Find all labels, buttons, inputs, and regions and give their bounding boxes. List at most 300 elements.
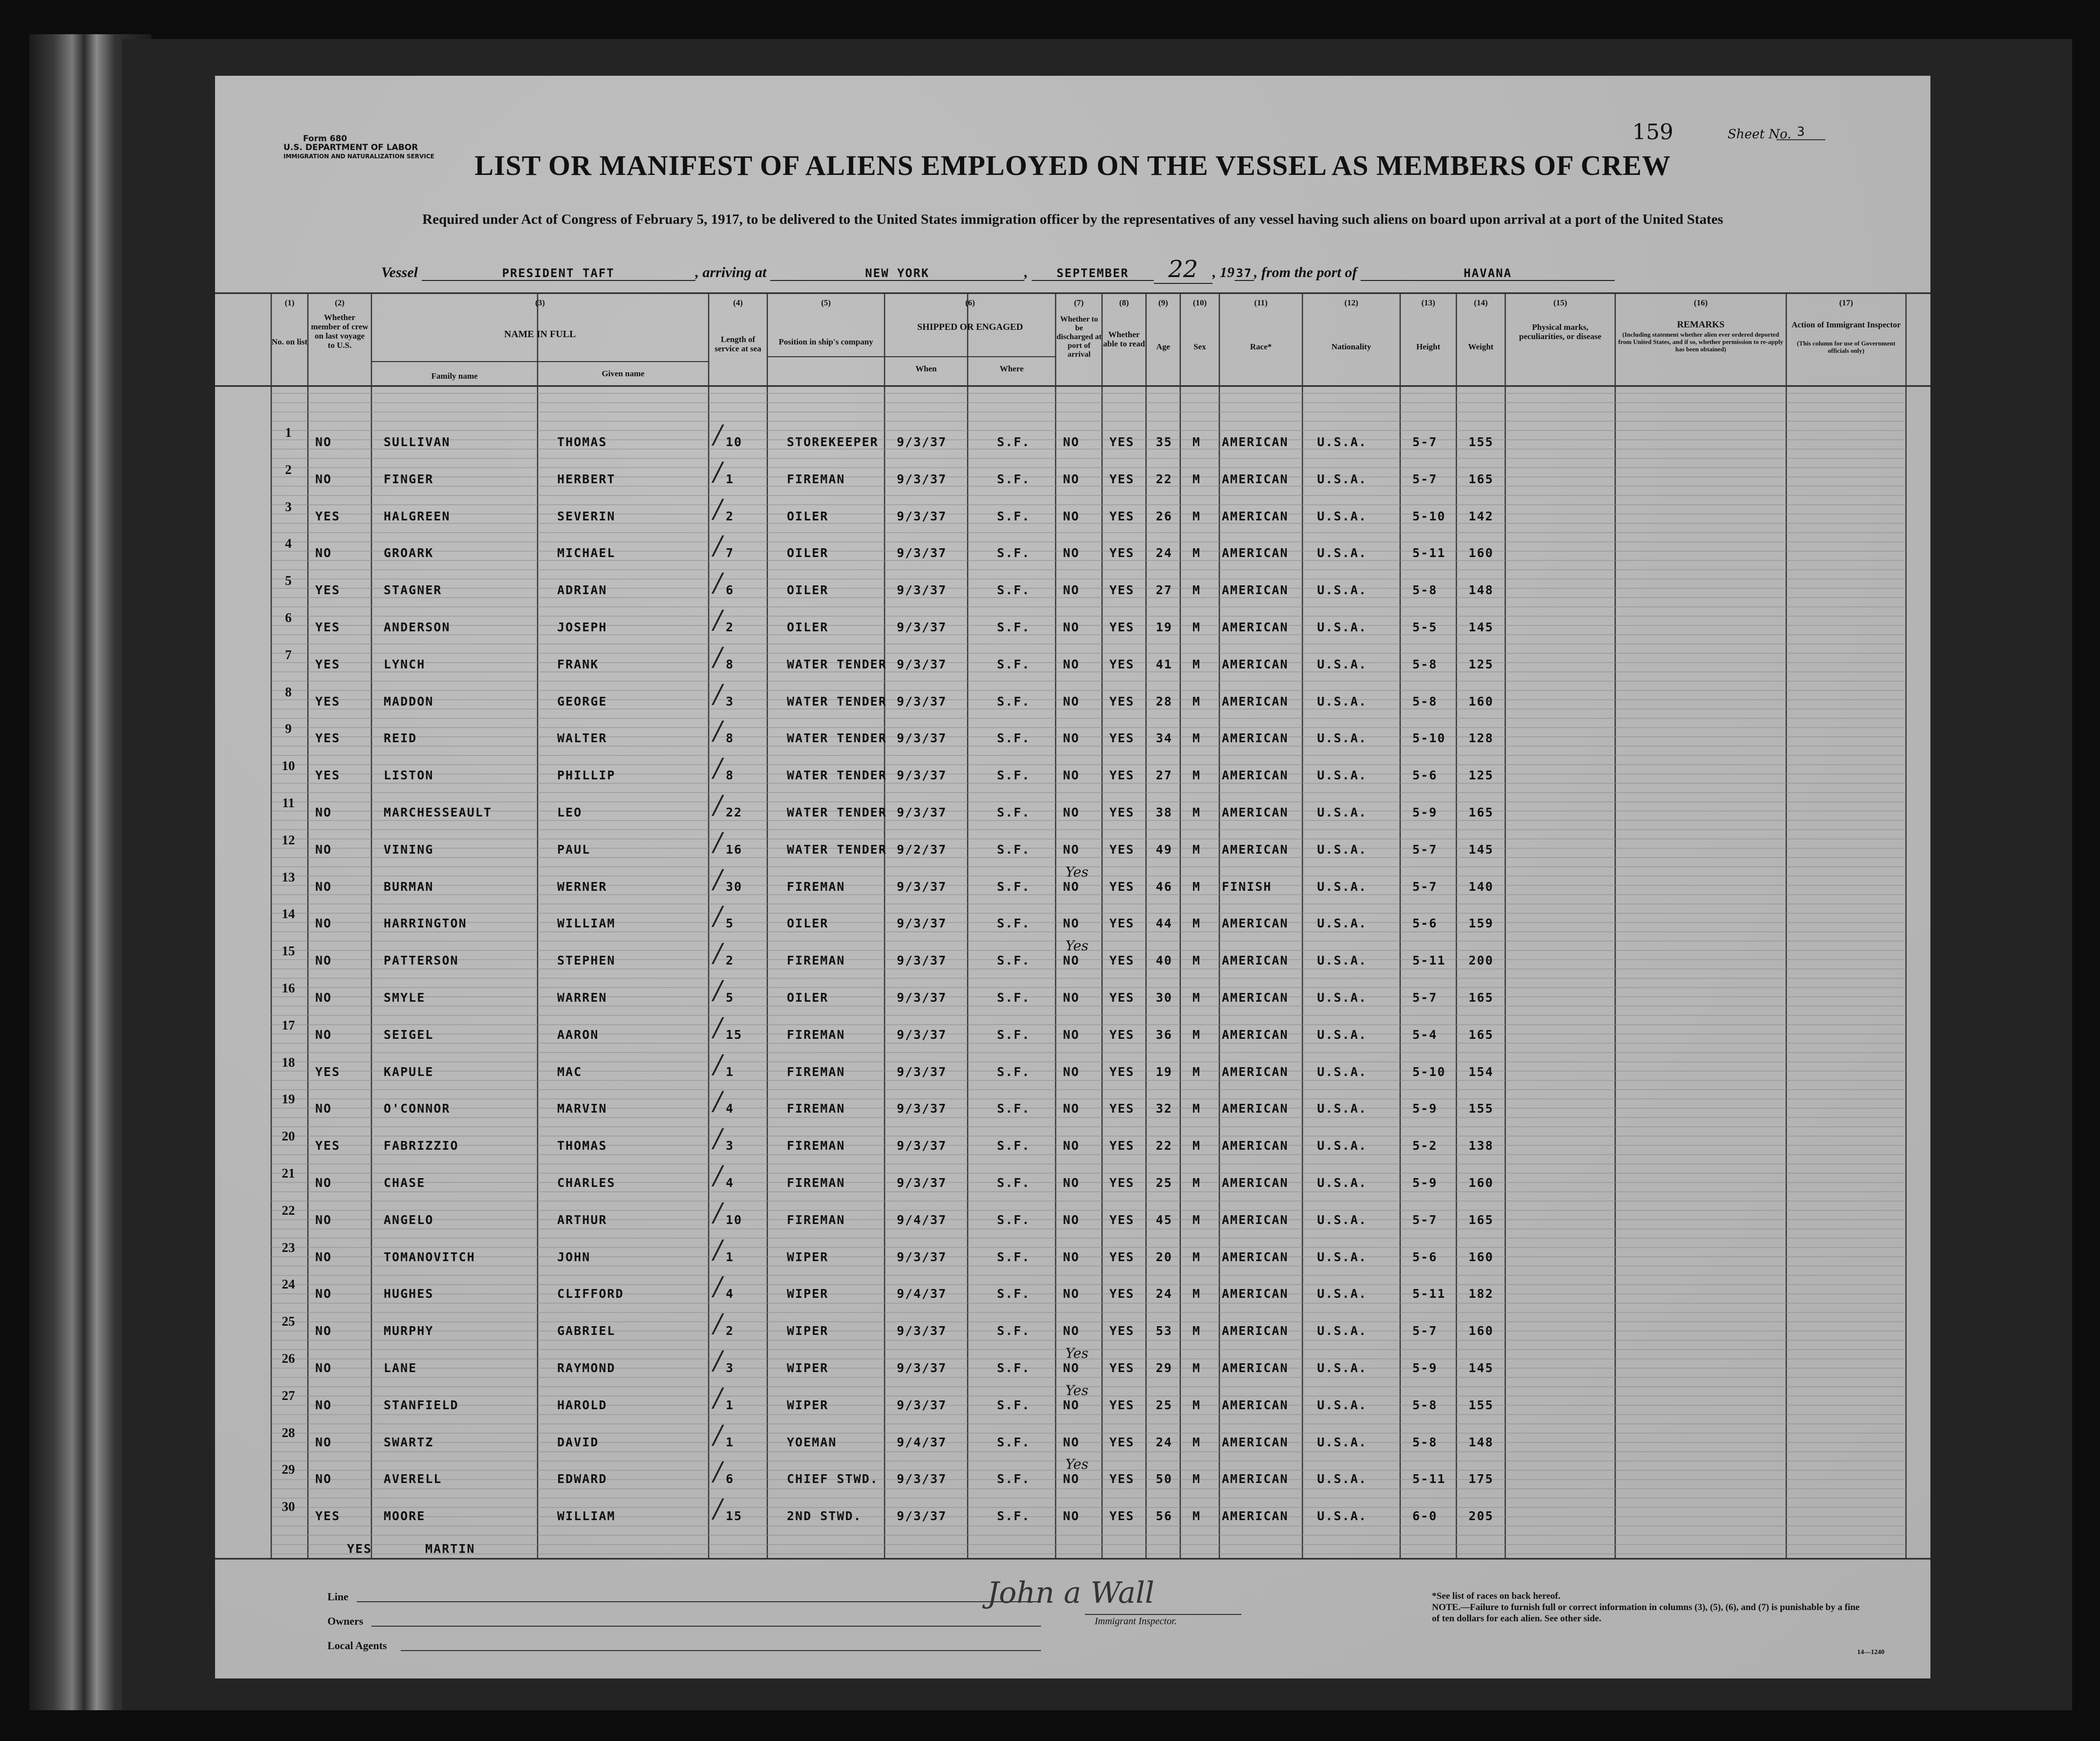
row-shipped-where: S.F. [997, 731, 1031, 746]
row-race: AMERICAN [1222, 953, 1289, 968]
row-age: 22 [1156, 1139, 1173, 1153]
row-race: AMERICAN [1222, 805, 1289, 819]
row-able-to-read: YES [1109, 620, 1135, 634]
row-sex: M [1192, 694, 1201, 709]
arrival-month: SEPTEMBER [1032, 266, 1154, 281]
row-weight: 160 [1469, 1249, 1494, 1264]
row-weight: 140 [1469, 879, 1494, 894]
row-age: 25 [1156, 1397, 1173, 1412]
row-shipped-when: 9/3/37 [897, 583, 947, 598]
row-age: 24 [1156, 1435, 1173, 1449]
row-discharge: NO [1063, 1287, 1080, 1301]
row-discharge: NO [1063, 1064, 1080, 1079]
row-height: 5-7 [1412, 990, 1438, 1005]
row-age: 19 [1156, 620, 1173, 634]
row-position: FIREMAN [787, 1101, 845, 1116]
col-14-header: Weight [1468, 342, 1494, 351]
row-height: 5-6 [1412, 768, 1438, 783]
discharge-handwritten-note: Yes [1065, 1382, 1088, 1398]
row-number: 17 [281, 1017, 295, 1032]
row-family-name: FINGER [384, 472, 434, 486]
form-number: Form 680 [303, 134, 347, 144]
row-discharge: NO [1063, 1176, 1080, 1190]
row-position: OILER [787, 546, 829, 560]
row-position: WATER TENDER [787, 768, 887, 783]
row-shipped-when: 9/3/37 [897, 768, 947, 783]
row-height: 5-11 [1412, 546, 1446, 560]
row-family-name: SMYLE [384, 990, 426, 1005]
row-age: 50 [1156, 1472, 1173, 1486]
row-age: 27 [1156, 768, 1173, 783]
row-given-name: STEPHEN [557, 953, 616, 968]
row-family-name: BURMAN [384, 879, 434, 894]
row-number: 13 [281, 869, 295, 884]
arrival-port: NEW YORK [770, 266, 1024, 281]
row-height: 5-10 [1412, 509, 1446, 523]
row-shipped-where: S.F. [997, 916, 1031, 931]
row-weight: 182 [1469, 1287, 1494, 1301]
row-age: 36 [1156, 1027, 1173, 1042]
row-family-name: LANE [384, 1361, 417, 1375]
row-position: 2ND STWD. [787, 1509, 862, 1524]
col-6b-header: Where [999, 364, 1024, 373]
row-able-to-read: YES [1109, 1435, 1135, 1449]
row-height: 5-7 [1412, 472, 1438, 486]
row-last-voyage: NO [315, 472, 332, 486]
row-height: 5-7 [1412, 879, 1438, 894]
inspector-signature: John a Wall [987, 1576, 1154, 1610]
row-last-voyage: NO [315, 435, 332, 449]
service-tick-mark: / [714, 791, 722, 820]
row-able-to-read: YES [1109, 805, 1135, 819]
row-given-name: SEVERIN [557, 509, 616, 523]
row-height: 5-11 [1412, 953, 1446, 968]
row-shipped-when: 9/3/37 [897, 1064, 947, 1079]
row-nationality: U.S.A. [1317, 1324, 1367, 1338]
row-length-of-service: 4 [726, 1287, 735, 1301]
service-tick-mark: / [714, 1457, 722, 1487]
row-number: 21 [281, 1166, 295, 1181]
row-given-name: WILLIAM [557, 916, 616, 931]
row-family-name: MADDON [384, 694, 434, 709]
row-position: WATER TENDER [787, 805, 887, 819]
row-nationality: U.S.A. [1317, 1176, 1367, 1190]
row-race: AMERICAN [1222, 583, 1289, 598]
row-length-of-service: 4 [726, 1101, 735, 1116]
row-nationality: U.S.A. [1317, 694, 1367, 709]
row-sex: M [1192, 768, 1201, 783]
row-position: FIREMAN [787, 1139, 845, 1153]
row-race: AMERICAN [1222, 1027, 1289, 1042]
row-shipped-when: 9/3/37 [897, 953, 947, 968]
row-last-voyage: NO [315, 1176, 332, 1190]
row-length-of-service: 1 [726, 472, 735, 486]
row-sex: M [1192, 472, 1201, 486]
inspector-caption: Immigrant Inspector. [1095, 1616, 1177, 1627]
row-shipped-where: S.F. [997, 768, 1031, 783]
row-last-voyage: NO [315, 546, 332, 560]
row-able-to-read: YES [1109, 842, 1135, 857]
row-given-name: THOMAS [557, 435, 607, 449]
row-discharge: NO [1063, 842, 1080, 857]
row-sex: M [1192, 1397, 1201, 1412]
row-able-to-read: YES [1109, 990, 1135, 1005]
row-shipped-when: 9/3/37 [897, 805, 947, 819]
row-position: STOREKEEPER [787, 435, 879, 449]
row-shipped-where: S.F. [997, 1287, 1031, 1301]
row-given-name: THOMAS [557, 1139, 607, 1153]
row-shipped-when: 9/3/37 [897, 509, 947, 523]
row-shipped-where: S.F. [997, 1509, 1031, 1524]
discharge-handwritten-note: Yes [1065, 938, 1088, 954]
agents-label: Local Agents [327, 1639, 387, 1652]
row-sex: M [1192, 583, 1201, 598]
row-able-to-read: YES [1109, 1139, 1135, 1153]
row-last-voyage: NO [315, 990, 332, 1005]
row-sex: M [1192, 805, 1201, 819]
row-sex: M [1192, 1027, 1201, 1042]
row-last-voyage: NO [315, 879, 332, 894]
row-race: AMERICAN [1222, 1435, 1289, 1449]
row-able-to-read: YES [1109, 1509, 1135, 1524]
row-number: 29 [281, 1462, 295, 1477]
form-code: 14—1240 [1857, 1649, 1884, 1656]
row-weight: 205 [1469, 1509, 1494, 1524]
row-family-name: O'CONNOR [384, 1101, 451, 1116]
row-nationality: U.S.A. [1317, 546, 1367, 560]
row-able-to-read: YES [1109, 1064, 1135, 1079]
row-nationality: U.S.A. [1317, 435, 1367, 449]
page-title: LIST OR MANIFEST OF ALIENS EMPLOYED ON THE VESSEL AS MEMBERS OF CREW [475, 150, 1671, 181]
row-shipped-when: 9/3/37 [897, 1472, 947, 1486]
row-sex: M [1192, 1176, 1201, 1190]
row-position: FIREMAN [787, 472, 845, 486]
row-last-voyage: NO [315, 1101, 332, 1116]
agents-field [401, 1650, 1041, 1651]
line-label: Line [327, 1591, 348, 1603]
row-length-of-service: 22 [726, 805, 743, 819]
row-able-to-read: YES [1109, 1212, 1135, 1227]
row-sex: M [1192, 509, 1201, 523]
row-shipped-where: S.F. [997, 953, 1031, 968]
row-number: 16 [281, 981, 295, 995]
row-race: AMERICAN [1222, 916, 1289, 931]
row-length-of-service: 4 [726, 1176, 735, 1190]
row-family-name: FABRIZZIO [384, 1139, 459, 1153]
row-weight: 125 [1469, 657, 1494, 671]
row-age: 32 [1156, 1101, 1173, 1116]
row-number: 15 [281, 944, 295, 959]
row-length-of-service: 16 [726, 842, 743, 857]
row-age: 22 [1156, 472, 1173, 486]
service-tick-mark: / [714, 494, 722, 524]
manifest-sheet [215, 76, 1930, 1678]
row-height: 5-6 [1412, 916, 1438, 931]
row-length-of-service: 30 [726, 879, 743, 894]
row-race: AMERICAN [1222, 842, 1289, 857]
row-last-voyage: NO [315, 1212, 332, 1227]
row-number: 24 [281, 1277, 295, 1292]
row-family-name: REID [384, 731, 417, 746]
row-shipped-when: 9/3/37 [897, 731, 947, 746]
service-tick-mark: / [714, 1198, 722, 1227]
row-height: 5-8 [1412, 694, 1438, 709]
row-length-of-service: 10 [726, 435, 743, 449]
row-family-name: MARCHESSEAULT [384, 805, 492, 819]
row-able-to-read: YES [1109, 657, 1135, 671]
row-age: 44 [1156, 916, 1173, 931]
row-last-voyage: NO [315, 953, 332, 968]
row-given-name: JOHN [557, 1249, 591, 1264]
row-length-of-service: 3 [726, 694, 735, 709]
row-sex: M [1192, 1064, 1201, 1079]
col-13-header: Height [1416, 342, 1441, 351]
col-12-header: Nationality [1331, 342, 1371, 351]
col-3-number: (3) [535, 298, 545, 307]
row-discharge: NO [1063, 768, 1080, 783]
origin-port: HAVANA [1361, 266, 1615, 281]
row-age: 19 [1156, 1064, 1173, 1079]
row-weight: 165 [1469, 1212, 1494, 1227]
row-position: FIREMAN [787, 1027, 845, 1042]
row-race: AMERICAN [1222, 1064, 1289, 1079]
row-height: 5-8 [1412, 1435, 1438, 1449]
row-height: 5-6 [1412, 1249, 1438, 1264]
row-able-to-read: YES [1109, 1324, 1135, 1338]
row-sex: M [1192, 1212, 1201, 1227]
races-note: *See list of races on back hereof. [1432, 1591, 1560, 1601]
row-weight: 160 [1469, 694, 1494, 709]
row-position: OILER [787, 620, 829, 634]
row-able-to-read: YES [1109, 1397, 1135, 1412]
row-discharge: NO [1063, 1249, 1080, 1264]
row-given-name: ADRIAN [557, 583, 607, 598]
row-nationality: U.S.A. [1317, 842, 1367, 857]
row-last-voyage: YES [315, 731, 341, 746]
row-weight: 155 [1469, 435, 1494, 449]
row-race: AMERICAN [1222, 1324, 1289, 1338]
row-shipped-when: 9/3/37 [897, 1397, 947, 1412]
row-shipped-where: S.F. [997, 1435, 1031, 1449]
col-3-header: NAME IN FULL [504, 329, 576, 340]
row-given-name: MAC [557, 1064, 583, 1079]
row-nationality: U.S.A. [1317, 1139, 1367, 1153]
row-length-of-service: 1 [726, 1249, 735, 1264]
col-16-header: REMARKS [1677, 320, 1725, 330]
row-length-of-service: 6 [726, 1472, 735, 1486]
row-nationality: U.S.A. [1317, 1027, 1367, 1042]
row-shipped-where: S.F. [997, 1249, 1031, 1264]
row-weight: 165 [1469, 990, 1494, 1005]
row-age: 53 [1156, 1324, 1173, 1338]
col-4-number: (4) [733, 298, 743, 307]
row-length-of-service: 8 [726, 657, 735, 671]
row-sex: M [1192, 1287, 1201, 1301]
row-race: AMERICAN [1222, 435, 1289, 449]
col-7-header: Whether to be discharged at port of arrival [1057, 315, 1102, 359]
row-nationality: U.S.A. [1317, 1101, 1367, 1116]
row-race: AMERICAN [1222, 768, 1289, 783]
row-shipped-where: S.F. [997, 509, 1031, 523]
row-shipped-where: S.F. [997, 1324, 1031, 1338]
row-number: 1 [285, 425, 292, 440]
col-11-number: (11) [1254, 298, 1268, 307]
row-last-voyage: NO [315, 916, 332, 931]
row-shipped-where: S.F. [997, 657, 1031, 671]
row-last-voyage: YES [315, 1139, 341, 1153]
year-prefix: , 19 [1212, 264, 1234, 280]
col-8-number: (8) [1119, 298, 1129, 307]
row-nationality: U.S.A. [1317, 731, 1367, 746]
col-7-number: (7) [1074, 298, 1084, 307]
row-position: FIREMAN [787, 1176, 845, 1190]
row-nationality: U.S.A. [1317, 1472, 1367, 1486]
row-race: AMERICAN [1222, 1397, 1289, 1412]
row-family-name: STANFIELD [384, 1397, 459, 1412]
row-given-name: WILLIAM [557, 1509, 616, 1524]
row-nationality: U.S.A. [1317, 1509, 1367, 1524]
row-last-voyage: YES [315, 694, 341, 709]
row-weight: 200 [1469, 953, 1494, 968]
service-tick-mark: / [714, 1420, 722, 1450]
service-tick-mark: / [714, 531, 722, 561]
vessel-label: Vessel [381, 264, 418, 280]
row-length-of-service: 5 [726, 916, 735, 931]
row-given-name: GEORGE [557, 694, 607, 709]
row-given-name: DAVID [557, 1435, 599, 1449]
row-last-voyage: NO [315, 1397, 332, 1412]
row-length-of-service: 7 [726, 546, 735, 560]
row-height: 5-8 [1412, 583, 1438, 598]
arrival-day: 22 [1154, 256, 1212, 284]
row-family-name: ANGELO [384, 1212, 434, 1227]
row-family-name: MURPHY [384, 1324, 434, 1338]
row-nationality: U.S.A. [1317, 1397, 1367, 1412]
col-17-number: (17) [1839, 298, 1853, 307]
row-given-name: WERNER [557, 879, 607, 894]
service-tick-mark: / [714, 679, 722, 709]
row-age: 25 [1156, 1176, 1173, 1190]
row-sex: M [1192, 435, 1201, 449]
row-discharge: NO [1063, 1509, 1080, 1524]
row-number: 14 [281, 906, 295, 922]
row-discharge: NO [1063, 546, 1080, 560]
col-12-number: (12) [1344, 298, 1359, 307]
row-family-name: HARRINGTON [384, 916, 467, 931]
row-race: AMERICAN [1222, 509, 1289, 523]
row-given-name: GABRIEL [557, 1324, 616, 1338]
row-weight: 175 [1469, 1472, 1494, 1486]
row-discharge: NO [1063, 1212, 1080, 1227]
row-race: AMERICAN [1222, 1361, 1289, 1375]
signature-line [1085, 1614, 1241, 1615]
row-shipped-when: 9/4/37 [897, 1435, 947, 1449]
row-shipped-where: S.F. [997, 472, 1031, 486]
row-shipped-when: 9/4/37 [897, 1287, 947, 1301]
service-tick-mark: / [714, 605, 722, 635]
col-15-number: (15) [1553, 298, 1567, 307]
row-last-voyage: NO [315, 1027, 332, 1042]
col-3a-header: Family name [431, 371, 478, 381]
extra-row-last-voyage: YES [347, 1542, 372, 1556]
service-tick-mark: / [714, 1050, 722, 1079]
row-able-to-read: YES [1109, 509, 1135, 523]
row-weight: 148 [1469, 583, 1494, 598]
row-weight: 155 [1469, 1101, 1494, 1116]
row-height: 5-7 [1412, 842, 1438, 857]
row-able-to-read: YES [1109, 1101, 1135, 1116]
row-family-name: KAPULE [384, 1064, 434, 1079]
row-given-name: HAROLD [557, 1397, 607, 1412]
row-weight: 145 [1469, 842, 1494, 857]
row-weight: 145 [1469, 1361, 1494, 1375]
row-position: WATER TENDER [787, 842, 887, 857]
row-shipped-when: 9/3/37 [897, 657, 947, 671]
row-last-voyage: YES [315, 1509, 341, 1524]
row-discharge: NO [1063, 1101, 1080, 1116]
row-able-to-read: YES [1109, 1249, 1135, 1264]
row-age: 20 [1156, 1249, 1173, 1264]
page-number: 159 [1632, 120, 1673, 145]
row-race: AMERICAN [1222, 1509, 1289, 1524]
row-sex: M [1192, 1472, 1201, 1486]
department: U.S. DEPARTMENT OF LABOR [283, 143, 418, 152]
row-discharge: NO [1063, 657, 1080, 671]
row-shipped-when: 9/3/37 [897, 1027, 947, 1042]
row-nationality: U.S.A. [1317, 879, 1367, 894]
row-weight: 142 [1469, 509, 1494, 523]
row-height: 5-8 [1412, 657, 1438, 671]
row-last-voyage: NO [315, 842, 332, 857]
service-tick-mark: / [714, 1309, 722, 1339]
row-length-of-service: 1 [726, 1435, 735, 1449]
row-shipped-where: S.F. [997, 805, 1031, 819]
row-race: AMERICAN [1222, 1249, 1289, 1264]
row-discharge: NO [1063, 583, 1080, 598]
row-height: 5-9 [1412, 1176, 1438, 1190]
row-able-to-read: YES [1109, 879, 1135, 894]
row-number: 3 [285, 499, 292, 514]
row-number: 12 [281, 832, 295, 847]
row-last-voyage: YES [315, 509, 341, 523]
discharge-handwritten-note: Yes [1065, 863, 1088, 880]
service-tick-mark: / [714, 642, 722, 672]
row-given-name: MARVIN [557, 1101, 607, 1116]
service-tick-mark: / [714, 716, 722, 746]
row-race: AMERICAN [1222, 1176, 1289, 1190]
row-discharge: NO [1063, 1027, 1080, 1042]
row-nationality: U.S.A. [1317, 583, 1367, 598]
row-weight: 160 [1469, 1324, 1494, 1338]
arriving-label: , arriving at [695, 264, 767, 280]
row-nationality: U.S.A. [1317, 916, 1367, 931]
row-last-voyage: YES [315, 620, 341, 634]
row-nationality: U.S.A. [1317, 1064, 1367, 1079]
from-label: , from the port of [1254, 264, 1357, 280]
service-tick-mark: / [714, 1012, 722, 1042]
row-height: 5-9 [1412, 805, 1438, 819]
row-number: 22 [281, 1203, 295, 1218]
row-age: 30 [1156, 990, 1173, 1005]
row-number: 6 [285, 610, 292, 625]
row-shipped-where: S.F. [997, 694, 1031, 709]
row-age: 49 [1156, 842, 1173, 857]
row-nationality: U.S.A. [1317, 620, 1367, 634]
row-height: 5-7 [1412, 1212, 1438, 1227]
row-discharge: NO [1063, 509, 1080, 523]
row-nationality: U.S.A. [1317, 1435, 1367, 1449]
row-nationality: U.S.A. [1317, 509, 1367, 523]
